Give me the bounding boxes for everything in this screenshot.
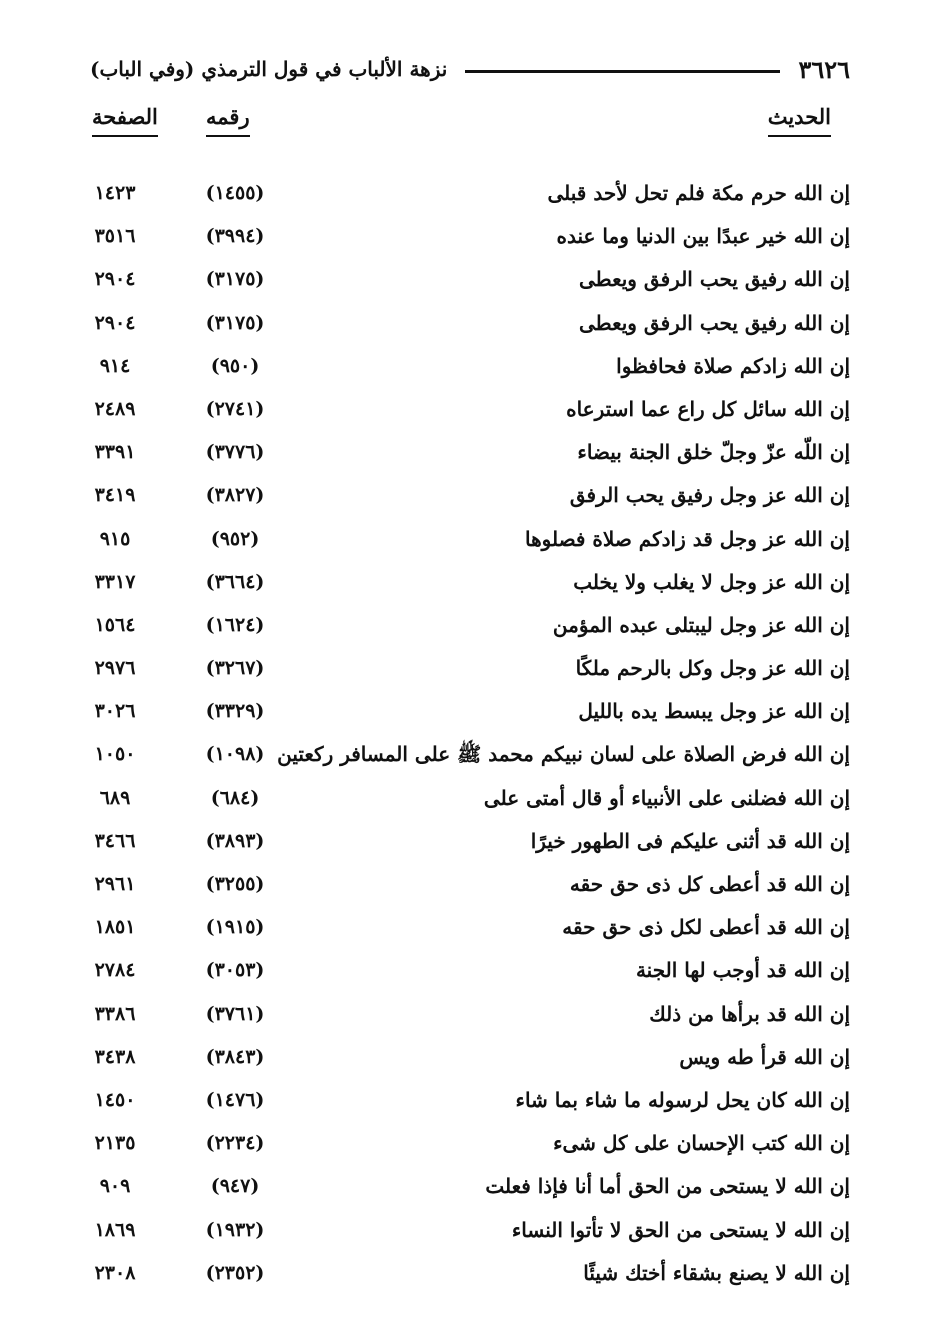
- index-row: [70, 561, 860, 604]
- index-row: [70, 733, 860, 776]
- hadith-text: إن الله لا يصنع بشقاء أختك شيئًا: [583, 1260, 850, 1285]
- hadith-number: (٣٨٩٣): [205, 829, 265, 852]
- page-reference: ٣٤٣٨: [94, 1045, 136, 1068]
- hadith-text: إن الله حرم مكة فلم تحل لأحد قبلى: [547, 181, 850, 205]
- column-heading-number: [206, 104, 250, 137]
- hadith-number: (٢٢٣٤): [205, 1132, 265, 1155]
- hadith-number: (٩٥٠): [210, 354, 260, 377]
- hadith-text: إن الله فضلنى على الأنبياء أو قال أمتى على: [483, 785, 850, 810]
- hadith-text: إن الله عز وجل يبسط يده بالليل: [578, 699, 850, 724]
- hadith-number: (٣١٧٥): [205, 268, 265, 291]
- hadith-text: إن الله فرض الصلاة على لسان نبيكم محمد ﷺ على المسافر ركعتين: [277, 742, 850, 767]
- hadith-text: إن الله رفيق يحب الرفق ويعطى: [579, 267, 850, 292]
- page-reference: ١٠٥٠: [94, 743, 136, 766]
- hadith-number: (٣٣٢٩): [205, 700, 265, 723]
- index-row: [70, 172, 860, 215]
- index-row: [70, 431, 860, 474]
- hadith-text: إن الله كان يحل لرسوله ما شاء بما شاء: [515, 1087, 850, 1112]
- hadith-text: إن الله عز وجل رفيق يحب الرفق: [569, 483, 850, 508]
- hadith-number: (٣٩٩٤): [205, 225, 265, 248]
- hadith-number: (٣٧٧٦): [205, 441, 265, 464]
- running-title: نزهة الألباب في قول الترمذي (وفي الباب): [90, 57, 448, 81]
- hadith-text: إن الله خير عبدًا بين الدنيا وما عنده: [556, 224, 850, 249]
- page-reference: ٢١٣٥: [94, 1132, 136, 1155]
- page-reference: ٢٩٧٦: [94, 657, 136, 680]
- index-row: [70, 1165, 860, 1208]
- hadith-text: إن الله عز وجل وكل بالرحم ملكًا: [575, 656, 850, 681]
- hadith-text: إن الله عز وجل ليبتلى عبده المؤمن: [552, 612, 850, 637]
- index-row: [70, 647, 860, 690]
- page-reference: ٩١٤: [99, 354, 131, 377]
- index-row: [70, 258, 860, 301]
- page-reference: ٣٥١٦: [94, 225, 136, 248]
- hadith-number: (٣٧٦١): [205, 1002, 265, 1025]
- index-row: [70, 993, 860, 1036]
- index-row: [70, 388, 860, 431]
- hadith-text: إن الله قد أعطى كل ذى حق حقه: [569, 872, 850, 896]
- hadith-number: (٣٨٢٧): [205, 484, 265, 507]
- column-heading-hadith: [768, 104, 831, 137]
- column-heading-hadith-label: الحديث: [768, 104, 831, 137]
- page-reference: ٩١٥: [99, 527, 131, 550]
- page-reference: ٣٣٩١: [94, 441, 136, 464]
- header-rule: [465, 70, 780, 73]
- hadith-number: (٣٨٤٣): [205, 1045, 265, 1068]
- column-heading-page-label: الصفحة: [92, 104, 158, 137]
- index-row: [70, 1036, 860, 1079]
- hadith-number: (١٤٧٦): [205, 1088, 265, 1111]
- column-heading-page: [92, 104, 158, 137]
- index-row: [70, 302, 860, 345]
- page-reference: ١٨٥١: [94, 916, 136, 939]
- hadith-text: إن الله عز وجل قد زادكم صلاة فصلوها: [524, 526, 850, 551]
- index-row: [70, 1122, 860, 1165]
- page-number: ٣٦٢٦: [798, 54, 850, 84]
- hadith-text: إن الله كتب الإحسان على كل شىء: [553, 1131, 850, 1156]
- hadith-text: إن اللّه عزّ وجلّ خلق الجنة بيضاء: [577, 440, 850, 465]
- hadith-number: (٢٧٤١): [205, 397, 265, 420]
- hadith-text: إن الله لا يستحى من الحق أما أنا فإذا فعلت: [485, 1174, 850, 1199]
- hadith-number: (١٠٩٨): [205, 743, 265, 766]
- hadith-number: (٣٢٥٥): [205, 873, 265, 895]
- hadith-text: إن الله قد أوجب لها الجنة: [635, 958, 850, 983]
- index-row: [70, 1252, 860, 1295]
- index-row: [70, 906, 860, 949]
- index-row: [70, 949, 860, 992]
- index-row: [70, 863, 860, 906]
- hadith-number: (٣٠٥٣): [205, 959, 265, 982]
- page-reference: ٢٣٠٨: [94, 1261, 136, 1284]
- index-row: [70, 345, 860, 388]
- hadith-text: إن الله قد أثنى عليكم فى الطهور خيرًا: [530, 828, 850, 853]
- page-reference: ١٥٦٤: [94, 613, 136, 636]
- hadith-number: (١٦٢٤): [205, 613, 265, 636]
- hadith-number: (٩٤٧): [210, 1175, 260, 1198]
- page-reference: ٢٩٠٤: [94, 311, 136, 334]
- hadith-text: إن الله لا يستحى من الحق لا تأتوا النساء: [511, 1217, 850, 1242]
- page-reference: ٦٨٩: [99, 786, 131, 809]
- hadith-number: (٦٨٤): [210, 786, 260, 809]
- hadith-text: إن الله زادكم صلاة فحافظوا: [616, 353, 850, 378]
- hadith-text: إن الله قرأ طه ويس: [679, 1044, 850, 1069]
- hadith-number: (١٩١٥): [205, 916, 265, 939]
- hadith-number: (١٤٥٥): [205, 182, 265, 204]
- page-reference: ٣٣٨٦: [94, 1002, 136, 1025]
- hadith-text: إن الله عز وجل لا يغلب ولا يخلب: [573, 569, 850, 594]
- index-row: [70, 820, 860, 863]
- page-reference: ٩٠٩: [99, 1175, 131, 1198]
- hadith-number: (٢٣٥٢): [205, 1261, 265, 1284]
- hadith-text: إن الله قد برأها من ذلك: [649, 1001, 850, 1026]
- index-row: [70, 1209, 860, 1252]
- page-reference: ٣٠٢٦: [94, 700, 136, 723]
- index-row: [70, 474, 860, 517]
- hadith-text: إن الله رفيق يحب الرفق ويعطى: [579, 310, 850, 335]
- index-row: [70, 604, 860, 647]
- page-reference: ١٤٢٣: [94, 182, 136, 204]
- index-row: [70, 690, 860, 733]
- page-reference: ٢٤٨٩: [94, 397, 136, 420]
- hadith-number: (١٩٣٢): [205, 1218, 265, 1241]
- page-reference: ٢٧٨٤: [94, 959, 136, 982]
- index-row: [70, 215, 860, 258]
- page-reference: ٣٤٦٦: [94, 829, 136, 852]
- index-row: [70, 777, 860, 820]
- page-reference: ٣٣١٧: [94, 570, 136, 593]
- page-reference: ٢٩٠٤: [94, 268, 136, 291]
- hadith-number: (٩٥٢): [210, 527, 260, 550]
- hadith-number: (٣٦٦٤): [205, 570, 265, 593]
- hadith-text: إن الله سائل كل راع عما استرعاه: [566, 396, 850, 421]
- index-row: [70, 518, 860, 561]
- index-row: [70, 1079, 860, 1122]
- hadith-text: إن الله قد أعطى لكل ذى حق حقه: [562, 915, 850, 940]
- index-table: [70, 172, 860, 1295]
- hadith-number: (٣٢٦٧): [205, 657, 265, 680]
- page-reference: ٢٩٦١: [94, 873, 136, 895]
- running-header: [90, 52, 850, 86]
- column-heading-number-label: رقمه: [206, 104, 250, 137]
- page-reference: ١٤٥٠: [94, 1088, 136, 1111]
- hadith-number: (٣١٧٥): [205, 311, 265, 334]
- page-reference: ٣٤١٩: [94, 484, 136, 507]
- page-reference: ١٨٦٩: [94, 1218, 136, 1241]
